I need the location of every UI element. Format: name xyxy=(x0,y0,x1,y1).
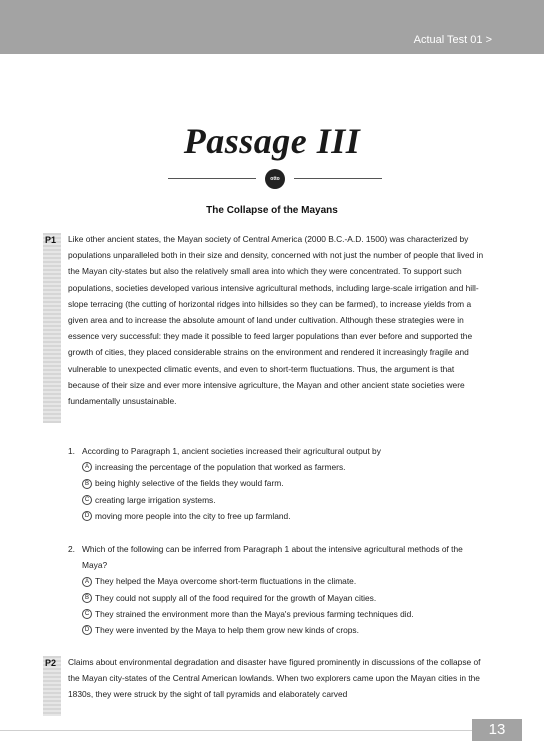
choice-a[interactable] xyxy=(82,459,488,475)
question-number: 1. xyxy=(68,446,75,456)
header-test-label: Actual Test 01 > xyxy=(413,34,492,46)
choice-d[interactable] xyxy=(82,622,488,638)
choice-text: They were invented by the Maya to help them grow new kinds of crops. xyxy=(95,625,359,636)
paragraph-marker-p2 xyxy=(43,656,61,716)
otto-logo-icon: otto xyxy=(265,169,285,189)
footer-line xyxy=(0,730,472,731)
choice-letter-badge: B xyxy=(82,593,92,603)
choice-letter-badge: B xyxy=(82,479,92,489)
passage-subtitle: The Collapse of the Mayans xyxy=(206,205,338,216)
choice-text: creating large irrigation systems. xyxy=(95,494,216,505)
paragraph-p2-text: Claims about environmental degradation and disaster have figured prominently in discussions of the collapse of the Mayan city-states of the Central American lowlands. When two explorers came upon the Mayan cities in the 1830s, they were struck by the sight of tall pyramids and elaborately carved xyxy=(68,657,481,700)
title-divider xyxy=(168,168,382,190)
choice-text: being highly selective of the fields they would farm. xyxy=(95,478,284,489)
divider-line-right xyxy=(294,178,382,179)
choice-letter-badge: C xyxy=(82,495,92,505)
choice-c[interactable] xyxy=(82,492,488,508)
choice-text: moving more people into the city to free up farmland. xyxy=(95,510,291,521)
choice-b[interactable] xyxy=(82,475,488,491)
paragraph-p1-text: Like other ancient states, the Mayan society of Central America (2000 B.C.-A.D. 1500) was characterized by populations unparalleled both in their size and density, concerned with not just the number of people that lived in the Mayan city-states but also the relatively small area into which they were concentrated. To support such populations, societies developed various intensive agricultural methods, including large-scale irrigation and hill-slope terracing (the cutting of horizontal ridges into hillsides so they can be farmed), to increase yields from a given area and to increase the absolute amount of land under cultivation. Although these strategies were in essence very successful: they made it possible to feed larger populations than ever before and supported the growth of cities, they placed considerable strains on the environment and rendered it increasingly fragile and vulnerable to unexpected climatic events, and even to short-term fluctuations. Thus, the argument is that because of their size and ever more intensive agriculture, the Mayan and other ancient state societies were fundamentally unsustainable. xyxy=(68,234,484,407)
question-stem: Which of the following can be inferred from Paragraph 1 about the intensive agricultural methods of the Maya? xyxy=(82,544,463,571)
choice-text: They helped the Maya overcome short-term fluctuations in the climate. xyxy=(95,576,357,587)
passage-title: Passage III xyxy=(183,121,361,161)
header-bar xyxy=(0,0,544,54)
choice-letter-badge: D xyxy=(82,511,92,521)
choice-text: increasing the percentage of the population that worked as farmers. xyxy=(95,462,346,473)
choice-c[interactable] xyxy=(82,606,488,622)
divider-line-left xyxy=(168,178,256,179)
question-2 xyxy=(68,541,488,638)
choice-d[interactable] xyxy=(82,508,488,524)
choice-letter-badge: C xyxy=(82,609,92,619)
question-stem: According to Paragraph 1, ancient societies increased their agricultural output by xyxy=(82,446,381,456)
question-number: 2. xyxy=(68,544,75,554)
choice-a[interactable] xyxy=(82,573,488,589)
paragraph-label: P2 xyxy=(45,658,57,668)
paragraph-marker-p1 xyxy=(43,233,61,423)
choice-letter-badge: A xyxy=(82,577,92,587)
choice-letter-badge: D xyxy=(82,625,92,635)
page-number: 13 xyxy=(472,719,522,741)
question-1 xyxy=(68,443,488,524)
choice-text: They strained the environment more than the Maya's previous farming techniques did. xyxy=(95,608,414,619)
paragraph-label: P1 xyxy=(45,235,57,245)
choice-letter-badge: A xyxy=(82,462,92,472)
choice-b[interactable] xyxy=(82,590,488,606)
choice-text: They could not supply all of the food required for the growth of Mayan cities. xyxy=(95,592,377,603)
